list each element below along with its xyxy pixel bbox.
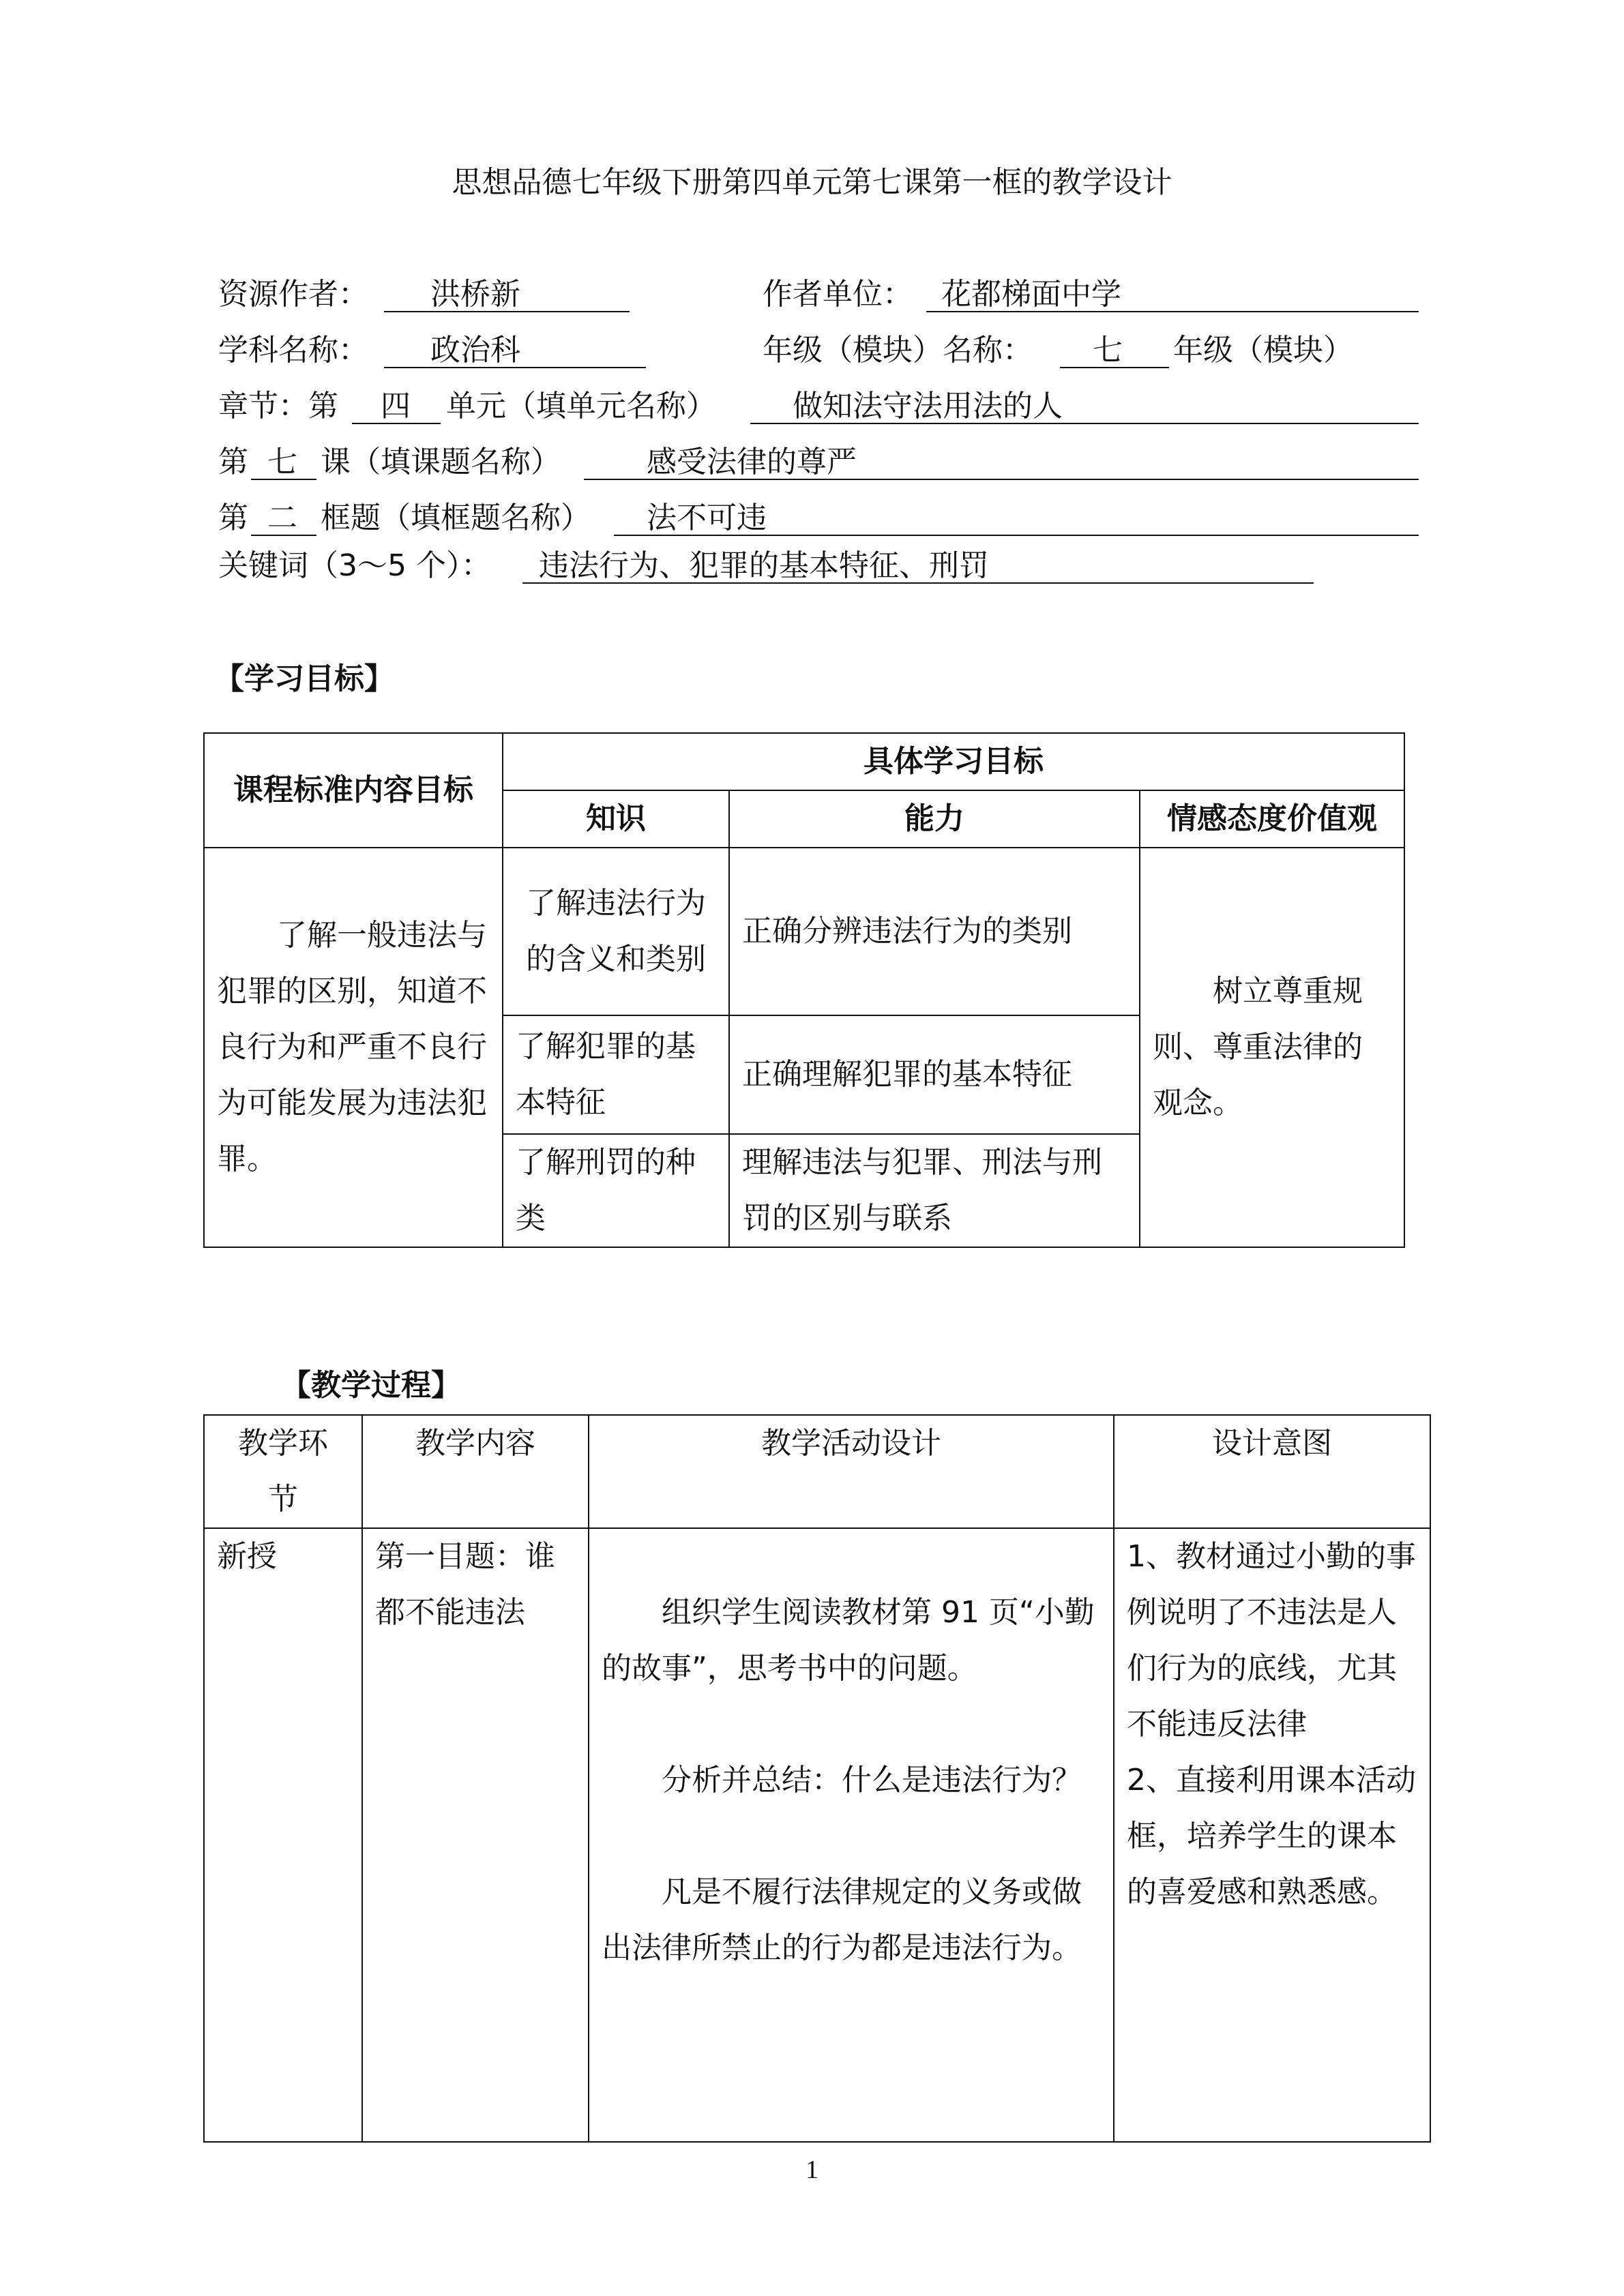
subject-label: 学科名称： [218, 333, 368, 368]
process-intent-2: 2、直接利用课本活动框，培养学生的课本的喜爱感和熟悉感。 [1127, 1763, 1416, 1909]
goals-knowledge-3: 了解刑罚的种类 [503, 1134, 729, 1247]
goals-col-knowledge: 知识 [503, 790, 729, 848]
paragraph-gap [602, 1697, 1101, 1753]
frame-mid: 框题（填框题名称） [321, 501, 591, 535]
goals-standard-text: 了解一般违法与犯罪的区别，知道不良行为和严重不良行为可能发展为违法犯罪。 [217, 918, 487, 1176]
unit-label: 作者单位： [763, 277, 913, 312]
process-heading: 【教学过程】 [281, 1368, 461, 1403]
process-intent-cell [1114, 1528, 1430, 2142]
goals-col-standard: 课程标准内容目标 [204, 733, 503, 848]
goals-knowledge-2: 了解犯罪的基本特征 [503, 1015, 729, 1134]
lesson-mid: 课（填课题名称） [321, 445, 561, 479]
author-value: 洪桥新 [430, 277, 520, 312]
keywords-label: 关键词（3～5 个）： [218, 548, 491, 583]
grade-suffix: 年级（模块） [1173, 333, 1353, 368]
goals-ability-2: 正确理解犯罪的基本特征 [729, 1015, 1140, 1134]
process-table [203, 1414, 1431, 2143]
goals-col-emotion: 情感态度价值观 [1140, 790, 1404, 848]
goals-emotion-text: 树立尊重规则、尊重法律的观念。 [1153, 974, 1363, 1120]
subject-value: 政治科 [430, 333, 520, 368]
process-stage-cell: 新授 [204, 1528, 362, 2142]
grade-label: 年级（模块）名称： [763, 333, 1033, 368]
process-col-activity: 教学活动设计 [589, 1415, 1114, 1528]
goals-knowledge-1: 了解违法行为的含义和类别 [503, 848, 729, 1015]
process-col-content: 教学内容 [362, 1415, 589, 1528]
process-content-cell: 第一目题：谁都不能违法 [362, 1528, 589, 2142]
document-title: 思想品德七年级下册第四单元第七课第一框的教学设计 [452, 165, 1172, 200]
process-row [204, 1528, 1430, 2142]
lesson-num: 七 [267, 445, 297, 479]
goals-ability-1: 正确分辨违法行为的类别 [729, 848, 1140, 1015]
process-activity-2: 分析并总结：什么是违法行为？ [662, 1763, 1082, 1798]
lesson-prefix: 第 [218, 445, 248, 479]
goals-standard-cell [204, 848, 503, 1247]
grade-field [1060, 334, 1169, 368]
unit-field [926, 278, 1419, 312]
process-col-stage: 教学环节 [204, 1415, 362, 1528]
process-col-intent: 设计意图 [1114, 1415, 1430, 1528]
lesson-name-field [584, 446, 1419, 480]
lesson-name: 感受法律的尊严 [647, 445, 857, 479]
process-activity-3: 凡是不履行法律规定的义务或做出法律所禁止的行为都是违法行为。 [602, 1875, 1082, 1965]
chapter-name-field [750, 390, 1419, 424]
frame-num: 二 [267, 501, 297, 535]
process-intent-1: 1、教材通过小勤的事例说明了不违法是人们行为的底线，尤其不能违反法律 [1127, 1539, 1416, 1742]
lesson-num-field [251, 446, 316, 480]
author-label: 资源作者： [218, 277, 368, 312]
frame-num-field [251, 502, 316, 536]
goals-col-specific: 具体学习目标 [503, 733, 1404, 790]
page-number: 1 [806, 2156, 818, 2184]
keywords-field [522, 550, 1314, 584]
goals-row [204, 848, 1404, 1015]
grade-value: 七 [1093, 333, 1123, 368]
chapter-name: 做知法守法用法的人 [793, 389, 1063, 423]
chapter-prefix: 章节：第 [218, 389, 338, 423]
frame-name: 法不可违 [647, 501, 767, 535]
process-activity-1: 组织学生阅读教材第 91 页“小勤的故事”，思考书中的问题。 [602, 1595, 1095, 1686]
goals-heading: 【学习目标】 [214, 661, 394, 696]
unit-value: 花都梯面中学 [941, 277, 1121, 312]
frame-name-field [614, 502, 1419, 536]
keywords-value: 违法行为、犯罪的基本特征、刑罚 [539, 548, 989, 583]
paragraph-gap [602, 1808, 1101, 1864]
chapter-num-field [352, 390, 441, 424]
goals-table [203, 732, 1405, 1248]
process-activity-cell [589, 1528, 1114, 2142]
goals-col-ability: 能力 [729, 790, 1140, 848]
chapter-mid: 单元（填单元名称） [446, 389, 716, 423]
frame-prefix: 第 [218, 501, 248, 535]
chapter-num: 四 [381, 389, 411, 423]
goals-emotion-cell [1140, 848, 1404, 1247]
author-field [384, 278, 630, 312]
subject-field [384, 334, 646, 368]
goals-ability-3: 理解违法与犯罪、刑法与刑罚的区别与联系 [729, 1134, 1140, 1247]
